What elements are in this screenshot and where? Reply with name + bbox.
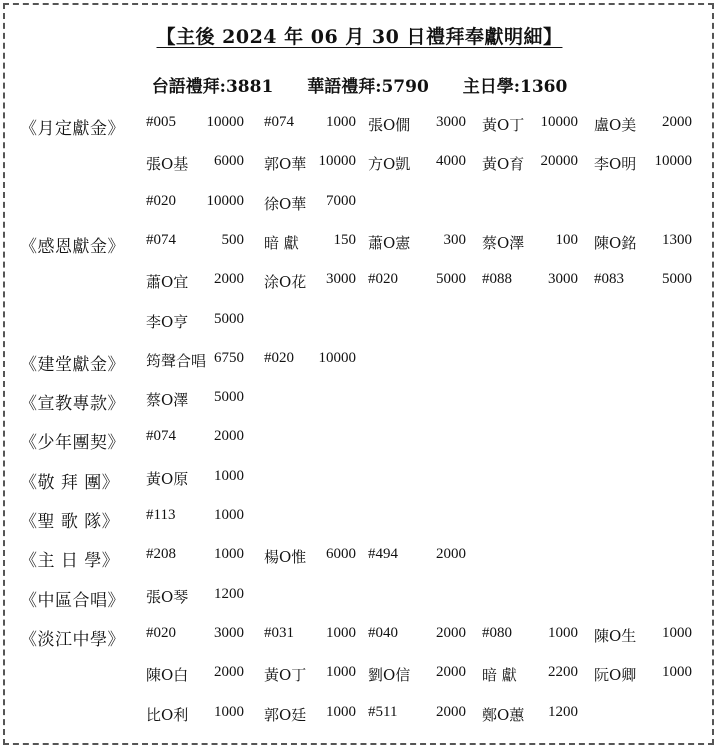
donor-name: 蕭O憲 bbox=[368, 234, 411, 252]
donor-name: 黃O丁 bbox=[482, 116, 525, 134]
donor-name: 蕭O宜 bbox=[146, 273, 189, 291]
offering-row bbox=[0, 311, 719, 337]
category-label: 《中區合唱》 bbox=[20, 591, 125, 611]
offering-amount: 1000 bbox=[214, 507, 244, 523]
donor-name: #020 bbox=[264, 350, 294, 366]
offering-amount: 1000 bbox=[214, 704, 244, 720]
title-text: 【主後 2024 年 06 月 30 日禮拜奉獻明細】 bbox=[156, 26, 563, 48]
offering-amount: 1000 bbox=[548, 625, 578, 641]
offering-amount: 3000 bbox=[214, 625, 244, 641]
donor-name: 徐O華 bbox=[264, 195, 307, 213]
donor-name: #020 bbox=[146, 193, 176, 209]
category-label: 《少年團契》 bbox=[20, 433, 125, 453]
donor-name: 盧O美 bbox=[594, 116, 637, 134]
offering-row bbox=[0, 664, 719, 690]
category-label: 《主 日 學》 bbox=[20, 551, 120, 571]
offering-row bbox=[0, 232, 719, 258]
offering-amount: 1000 bbox=[214, 546, 244, 562]
offering-amount: 2000 bbox=[436, 664, 466, 680]
offering-amount: 1300 bbox=[662, 232, 692, 248]
offering-amount: 4000 bbox=[436, 153, 466, 169]
donor-name: 蔡O澤 bbox=[146, 391, 189, 409]
offering-amount: 10000 bbox=[654, 153, 692, 169]
offering-amount: 300 bbox=[443, 232, 466, 248]
donor-name: 李O亨 bbox=[146, 313, 189, 331]
offering-row bbox=[0, 586, 719, 612]
offering-amount: 5000 bbox=[214, 311, 244, 327]
category-label: 《宣教專款》 bbox=[20, 394, 125, 414]
offering-amount: 7000 bbox=[326, 193, 356, 209]
donor-name: 暗 獻 bbox=[482, 666, 517, 684]
offering-amount: 1000 bbox=[326, 664, 356, 680]
attendance-summary bbox=[0, 72, 719, 97]
donor-name: #083 bbox=[594, 271, 624, 287]
category-label: 《建堂獻金》 bbox=[20, 355, 125, 375]
offering-amount: 10000 bbox=[540, 114, 578, 130]
donor-name: 陳O生 bbox=[594, 627, 637, 645]
mandarin-attendance: 華語禮拜:5790 bbox=[307, 77, 429, 97]
donor-name: #088 bbox=[482, 271, 512, 287]
category-label: 《聖 歌 隊》 bbox=[20, 512, 120, 532]
offering-row bbox=[0, 704, 719, 730]
offering-row bbox=[0, 546, 719, 572]
offering-amount: 1000 bbox=[326, 704, 356, 720]
donor-name: 暗 獻 bbox=[264, 234, 299, 252]
donor-name: 比O利 bbox=[146, 706, 189, 724]
donor-name: #031 bbox=[264, 625, 294, 641]
offering-amount: 3000 bbox=[436, 114, 466, 130]
donor-name: #074 bbox=[146, 428, 176, 444]
offering-amount: 1000 bbox=[662, 664, 692, 680]
offering-amount: 6000 bbox=[326, 546, 356, 562]
page-title bbox=[0, 22, 719, 49]
offering-amount: 1000 bbox=[662, 625, 692, 641]
offering-row bbox=[0, 625, 719, 651]
donor-name: #494 bbox=[368, 546, 398, 562]
offering-amount: 2000 bbox=[214, 428, 244, 444]
offering-row bbox=[0, 389, 719, 415]
offering-amount: 2000 bbox=[436, 625, 466, 641]
donor-name: 蔡O澤 bbox=[482, 234, 525, 252]
offering-amount: 20000 bbox=[540, 153, 578, 169]
offering-row bbox=[0, 153, 719, 179]
category-label: 《淡江中學》 bbox=[20, 630, 125, 650]
offering-amount: 500 bbox=[221, 232, 244, 248]
donor-name: 張O基 bbox=[146, 155, 189, 173]
donor-name: #080 bbox=[482, 625, 512, 641]
donor-name: #208 bbox=[146, 546, 176, 562]
offering-amount: 2000 bbox=[436, 546, 466, 562]
offering-amount: 1000 bbox=[326, 625, 356, 641]
donor-name: 郭O華 bbox=[264, 155, 307, 173]
offering-row bbox=[0, 193, 719, 219]
offering-amount: 1200 bbox=[214, 586, 244, 602]
donor-name: 黃O原 bbox=[146, 470, 189, 488]
donor-name: 阮O卿 bbox=[594, 666, 637, 684]
donor-name: #040 bbox=[368, 625, 398, 641]
donor-name: #511 bbox=[368, 704, 398, 720]
donor-name: 涂O花 bbox=[264, 273, 307, 291]
offering-amount: 10000 bbox=[206, 193, 244, 209]
offering-amount: 3000 bbox=[548, 271, 578, 287]
offering-amount: 10000 bbox=[318, 153, 356, 169]
donor-name: 黃O丁 bbox=[264, 666, 307, 684]
offering-amount: 6750 bbox=[214, 350, 244, 366]
category-label: 《月定獻金》 bbox=[20, 119, 125, 139]
donor-name: #113 bbox=[146, 507, 176, 523]
donor-name: #020 bbox=[146, 625, 176, 641]
offering-amount: 10000 bbox=[318, 350, 356, 366]
donor-name: 黃O育 bbox=[482, 155, 525, 173]
offering-row bbox=[0, 428, 719, 454]
sunday-school-attendance: 主日學:1360 bbox=[462, 77, 568, 97]
donor-name: #074 bbox=[146, 232, 176, 248]
donor-name: 劉O信 bbox=[368, 666, 411, 684]
donor-name: 陳O銘 bbox=[594, 234, 637, 252]
donor-name: 方O凱 bbox=[368, 155, 411, 173]
offering-amount: 5000 bbox=[662, 271, 692, 287]
offering-amount: 3000 bbox=[326, 271, 356, 287]
offering-amount: 2000 bbox=[662, 114, 692, 130]
category-label: 《感恩獻金》 bbox=[20, 237, 125, 257]
donor-name: 郭O廷 bbox=[264, 706, 307, 724]
donor-name: 楊O惟 bbox=[264, 548, 307, 566]
donor-name: 筠聲合唱 bbox=[146, 352, 207, 370]
offering-amount: 2000 bbox=[436, 704, 466, 720]
offering-amount: 1000 bbox=[214, 468, 244, 484]
donor-name: 鄭O蕙 bbox=[482, 706, 525, 724]
offering-amount: 1000 bbox=[326, 114, 356, 130]
offering-amount: 6000 bbox=[214, 153, 244, 169]
offering-amount: 2000 bbox=[214, 664, 244, 680]
offering-row bbox=[0, 507, 719, 533]
offering-amount: 100 bbox=[555, 232, 578, 248]
donor-name: 李O明 bbox=[594, 155, 637, 173]
donor-name: 張O琴 bbox=[146, 588, 189, 606]
offering-amount: 2200 bbox=[548, 664, 578, 680]
offering-amount: 10000 bbox=[206, 114, 244, 130]
offering-row bbox=[0, 114, 719, 140]
category-label: 《敬 拜 團》 bbox=[20, 473, 120, 493]
offering-amount: 150 bbox=[333, 232, 356, 248]
donor-name: #005 bbox=[146, 114, 176, 130]
donor-name: #020 bbox=[368, 271, 398, 287]
offering-row bbox=[0, 350, 719, 376]
donor-name: 張O僩 bbox=[368, 116, 411, 134]
offering-row bbox=[0, 468, 719, 494]
donor-name: 陳O白 bbox=[146, 666, 189, 684]
offering-amount: 5000 bbox=[436, 271, 466, 287]
donor-name: #074 bbox=[264, 114, 294, 130]
offering-amount: 2000 bbox=[214, 271, 244, 287]
taiwanese-attendance: 台語禮拜:3881 bbox=[151, 77, 274, 97]
offering-amount: 5000 bbox=[214, 389, 244, 405]
offering-row bbox=[0, 271, 719, 297]
offering-amount: 1200 bbox=[548, 704, 578, 720]
